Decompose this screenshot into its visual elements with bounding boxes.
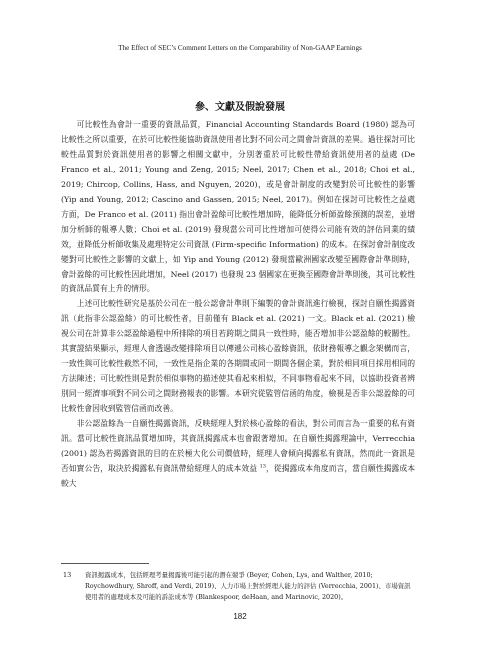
footnote-ref[interactable]: 13 (259, 463, 266, 470)
section-title: 參、文獻及假說發展 (195, 102, 285, 113)
paragraph-1: 可比較性為會計一重要的資訊品質，Financial Accounting Standards Board (1980) 認為可比較性之所以重要，在於可比較性能協助資訊使用者比對不同公司之間會計資訊的差異。過往探討可比較性品質對於資訊使用者的影響之相關文獻中，分別著重於可比較性帶給資訊使用者的益處 (De Franco et al., 2011; Young and Zeng, 2015; Neel, 2017; Chen et al., 2018; Choi et al., 2019; Chircop, Collins, Hass, and Nguyen, 2020)，或是會計制度的改變對於可比較性的影響 (Yip and Young, 2012; Cascino and Gassen, 2015; Neel, 2017)。例如在探討可比較性之益處方面，De Franco et al. (2011) 指出會計盈餘可比較性增加時，能降低分析師盈餘預測的誤差，並增加分析師的報導人數；Choi et al. (2019) 發現當公司可比性增加可使得公司能有效的評估同業的績效，並降低分析師收集及處理特定公司資訊 (Firm-specific Information) 的成本。在探討會計制度改變對可比較性之影響的文獻上，如 Yip and Young (2012) 發現當歐洲國家改變至國際會計準則時，會計盈餘的可比較性因此增加，Neel (2017) 也發現 23 個國家在更換至國際會計準則後，其可比較性的資訊品質有上升的情形。 (61, 120, 415, 294)
footnote-text: 資訊揭露成本，包括經理考量揭露後可能引起的潛在競爭 (Beyer, Cohen, Lys, and Walther, 2010; Roychowdhury, Shroff, and Verdi, 2019)、人力市場上對於經理人能力的評估 (Verrecchia, 2001)、市場資訊使用者的處理成本及可能的訴訟成本等 (Blankespoor, deHaan, and Marinovic, 2020)。 (85, 571, 411, 602)
paragraph-3 (61, 417, 415, 492)
footnote-number: 13 (63, 571, 72, 579)
paragraph-3-text: 非公認盈餘為一自願性揭露資訊，反映經理人對於核心盈餘的看法，對公司而言為一重要的私有資訊。當可比較性資訊品質增加時，其資訊揭露成本也會跟著增加。在自願性揭露理論中，Verrecchia (2001) 認為若揭露資訊的目的在於極大化公司價值時，經理人會傾向揭露私有資訊，然而此一資訊是否如實公告，取決於揭露私有資訊帶給經理人的成本效益 (61, 419, 415, 473)
running-head: The Effect of SEC’s Comment Letters on the Comparability of Non-GAAP Earnings (118, 44, 362, 52)
body-text (61, 118, 415, 492)
page-number: 182 (233, 612, 247, 621)
paragraph-2: 上述可比較性研究是基於公司在一般公認會計準則下編製的會計資訊進行檢視，探討自願性揭露資訊（此指非公認盈餘）的可比較性者，目前僅有 Black et al. (2021) 一文。Black et al. (2021) 檢視公司在計算非公認盈餘過程中所排除的項目若跨期之間具一致性時，能否增加非公認盈餘的較關性。其實證結果顯示，經理人會透過改變排除項目以傳遞公司核心盈餘資訊，依財務報導之觀念架構而言，一致性與可比較性截然不同，一致性是指企業的各期間或同一期間各個企業，對於相同項目採用相同的方法陳述；可比較性則是對於相似事物的描述使其看起來相似，不同事物看起來不同，以協助投資者辨別同一經濟事項對不同公司之間財務報表的影響。本研究從監管信函的角度，檢視是否非公認盈餘的可比較性會因收到監管信函而改善。 (61, 299, 415, 414)
footnote (61, 570, 415, 604)
footnote-divider (61, 563, 149, 564)
paragraph-3-tail: ，從揭露成本角度而言，當自願性揭露成本較大 (61, 463, 416, 488)
